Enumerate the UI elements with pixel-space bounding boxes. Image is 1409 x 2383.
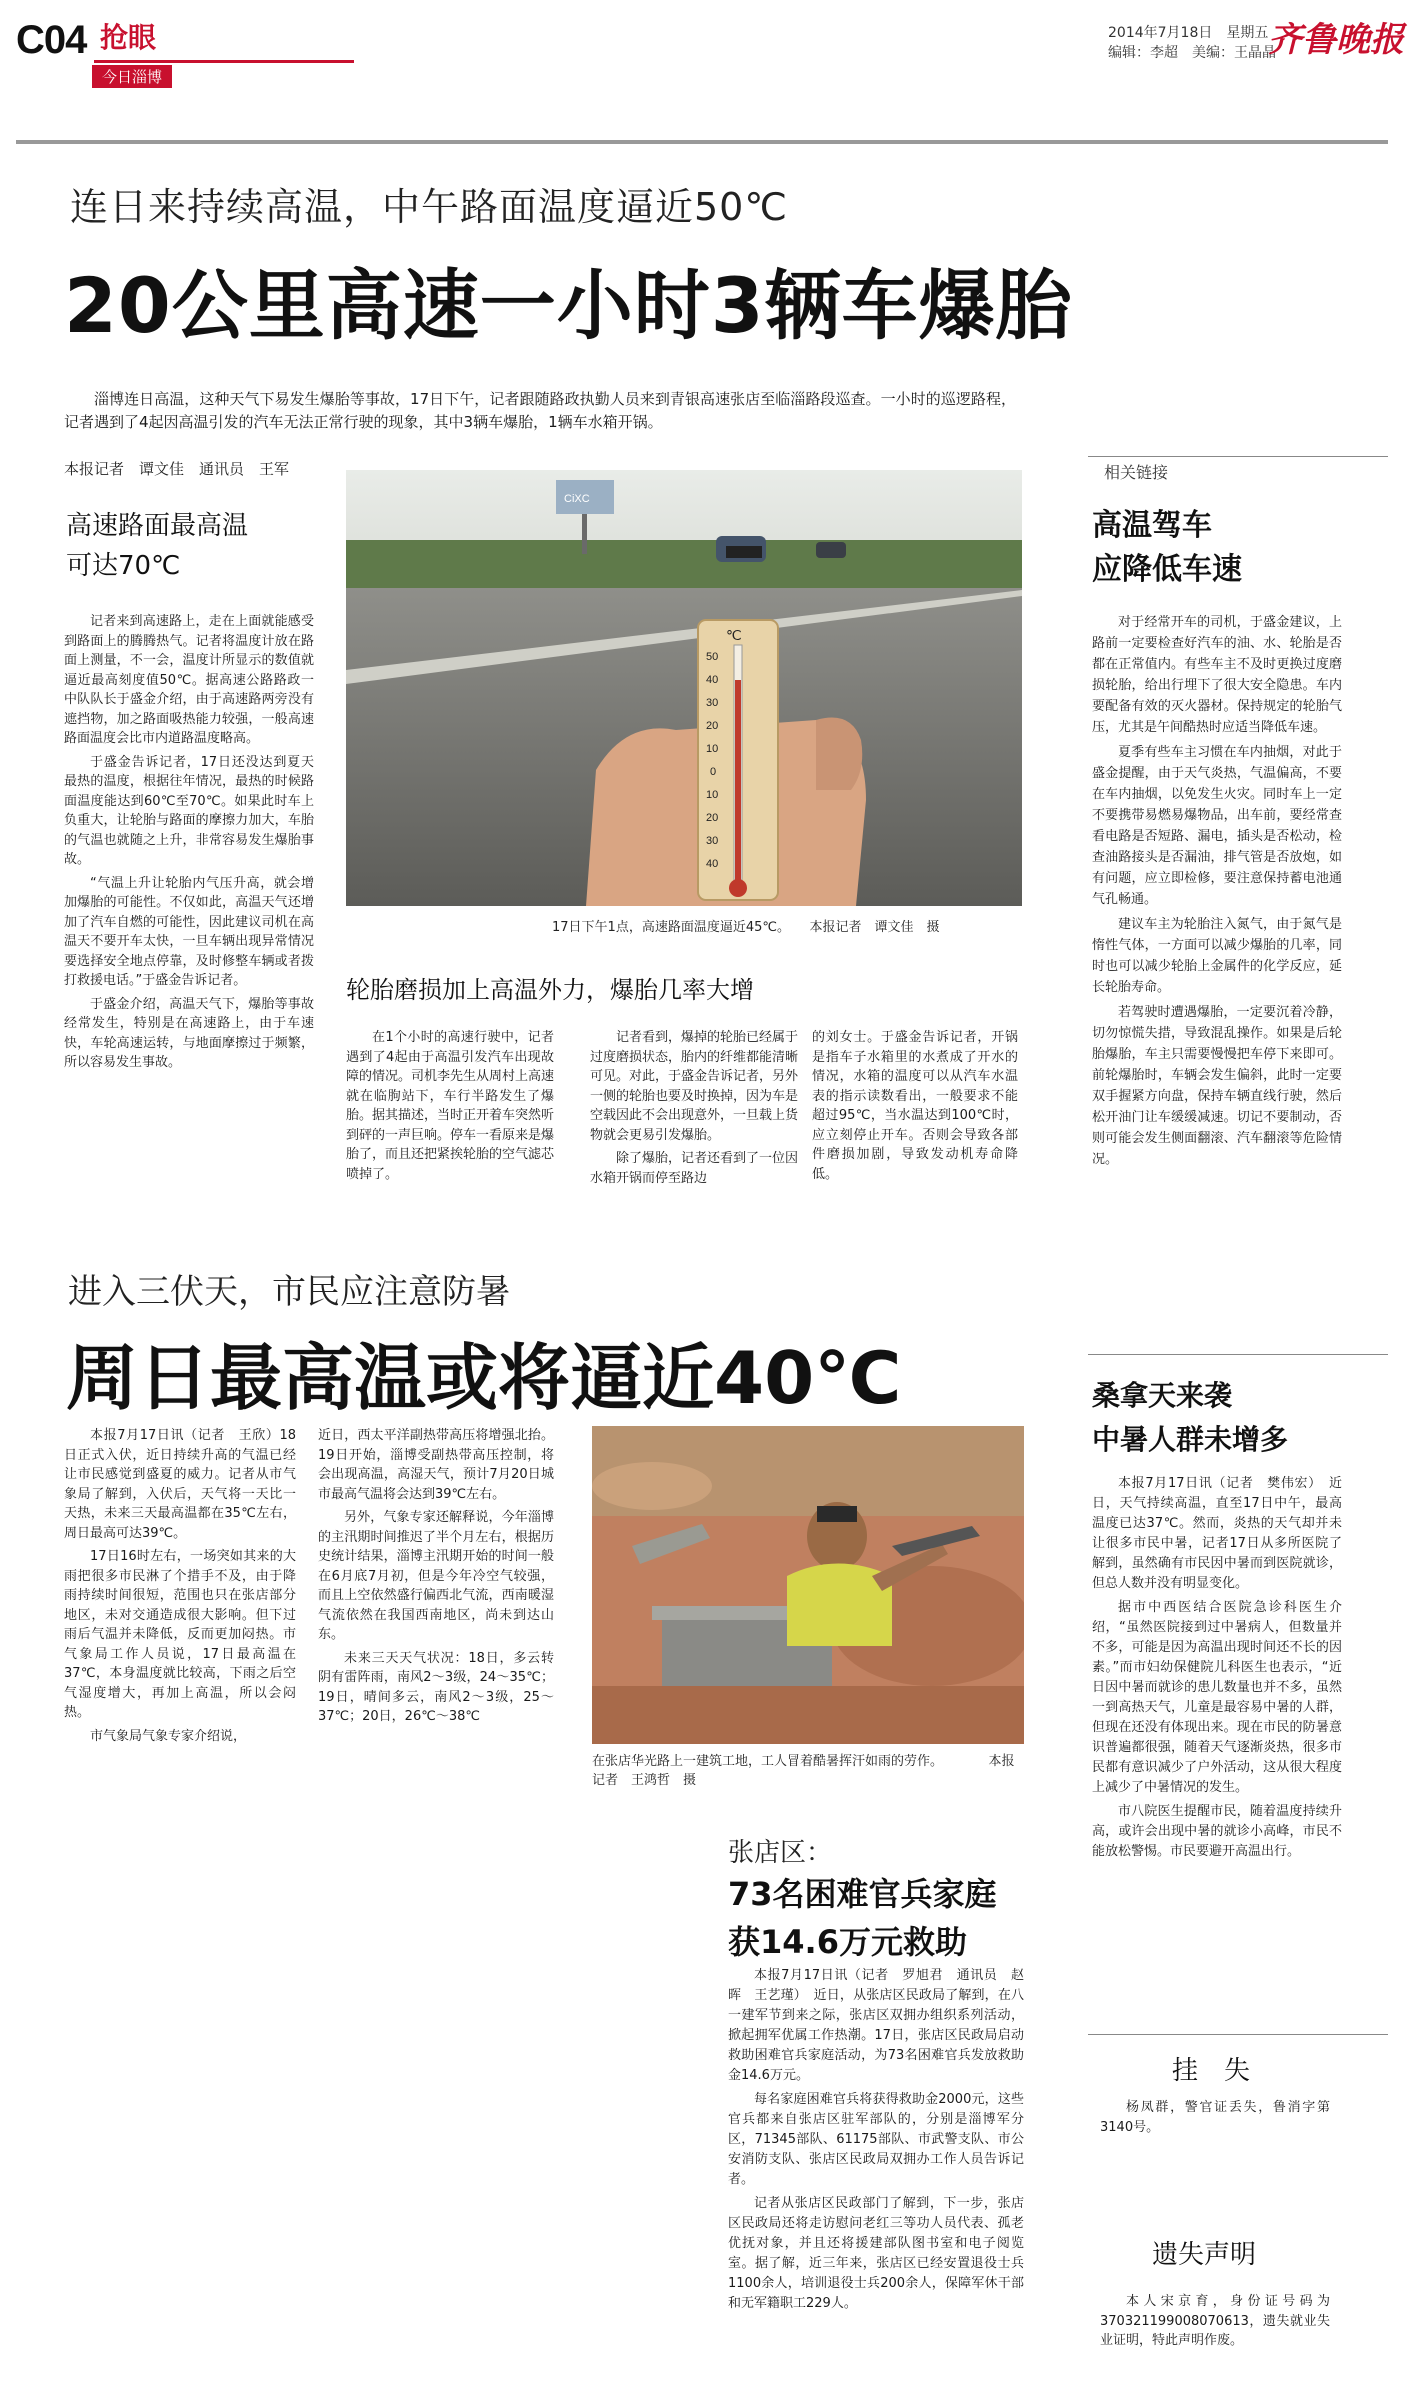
paragraph: 17日16时左右，一场突如其来的大雨把很多市民淋了个措手不及，由于降雨持续时间很短，范围也只在张店部分地区，未对交通造成很大影响。但下过雨后气温并未降低，反而更加闷热。市气象局工作人员说，17日最高温在37℃，本身温度就比较高，下雨之后空气湿度增大，再加上高温，所以会闷热。 [64,1549,296,1720]
paragraph: 未来三天天气状况：18日，多云转阴有雷阵雨，南风2～3级，24～35℃；19日，晴间多云，南风2～3级，25～37℃；20日，26℃～38℃ [318,1650,554,1724]
subhead-line-b: 可达70℃ [66,551,181,581]
story1-column-4 [812,1028,1018,1188]
sidebar1-body [1092,612,1342,1174]
paragraph: 于盛金告诉记者，17日还没达到夏天最热的温度，根据往年情况，最热的时候路面温度能达到60℃至70℃。如果此时车上负重大，让轮胎与路面的摩擦力加大，车胎的气温也就随之上升，非常容易发生爆胎事故。 [64,754,314,867]
paragraph: 杨凤群，警官证丢失，鲁消字第3140号。 [1100,2100,1330,2135]
sidebar1-title-line2: 应降低车速 [1092,552,1242,587]
sidebar2-title-line1: 桑拿天来袭 [1092,1379,1233,1412]
notice1-text [1100,2098,1330,2141]
scale-tick-label: 10 [706,789,719,801]
paragraph: 对于经常开车的司机，于盛金建议，上路前一定要检查好汽车的油、水、轮胎是否都在正常值内。有些车主不及时更换过度磨损轮胎，给出行埋下了很大安全隐患。车内要配备有效的灭火器材。保持规定的轮胎气压，尤其是午间酷热时应适当降低车速。 [1092,615,1342,735]
notice1-title: 挂 失 [1172,2056,1251,2086]
highway-sign-text: CiXC [564,493,590,505]
subsection-tag: 今日淄博 [92,65,172,88]
paragraph: 记者看到，爆掉的轮胎已经属于过度磨损状态，胎内的纤维都能清晰可见。对此，于盛金告诉记者，另外一侧的轮胎也要及时换掉，因为车是空载因此不会出现意外，一旦载上货物就会更易引发爆胎。 [590,1030,799,1143]
thermometer-unit: ℃ [726,627,742,643]
paper-name-logo: 齐鲁晚报 [1268,20,1404,60]
scale-tick-label: 30 [706,835,719,847]
date-line: 2014年7月18日 星期五 [1108,25,1269,41]
paragraph: 另外，气象专家还解释说，今年淄博的主汛期时间推迟了半个月左右，根据历史统计结果，淄博主汛期开始的时间一般在6月底7月初，但是今年冷空气较强，而且上空依然盛行偏西北气流，西南暖湿气流依然在我国西南地区，尚未到达山东。 [318,1510,554,1642]
editor-line: 编辑：李超 美编：王晶晶 [1108,45,1276,61]
notice2-title: 遗失声明 [1152,2240,1257,2270]
scale-tick-label: 10 [706,743,719,755]
construction-worker-photo [592,1426,1024,1744]
story2-kicker: 进入三伏天，市民应注意防暑 [68,1272,510,1312]
paragraph: 的刘女士。于盛金告诉记者，开锅是指车子水箱里的水煮成了开水的情况，水箱的温度可以从汽车水温表的指示读数看出，一般要求不能超过95℃，当水温达到100℃时，应立刻停止开车。否则会导致各部件磨损加剧，导致发动机寿命降低。 [812,1030,1018,1182]
scale-tick-label: 50 [706,651,719,663]
sidebar1-title-line1: 高温驾车 [1092,508,1212,543]
story2-headline: 周日最高温或将逼近40℃ [66,1336,902,1420]
sidebar2-rule [1088,1354,1388,1355]
paragraph: “气温上升让轮胎内气压升高，就会增加爆胎的可能性。不仅如此，高温天气还增加了汽车自燃的可能性，因此建议司机在高温天不要开车太快，一旦车辆出现异常情况要选择安全地点停靠，及时修整车辆或者拨打救援电话。”于盛金告诉记者。 [64,875,314,988]
story1-column-3 [590,1028,798,1192]
paragraph: 于盛金介绍，高温天气下，爆胎等事故经常发生，特别是在高速路上，由于车速快，车轮高速运转，与地面摩擦过于频繁，所以容易发生事故。 [64,996,314,1070]
construction-site-image [592,1426,1024,1744]
highway-thermometer-photo [346,470,1022,906]
paragraph: 在1个小时的高速行驶中，记者遇到了4起由于高温引发汽车出现故障的情况。司机李先生从周村上高速就在临朐站下，车行半路发生了爆胎。据其描述，当时正开着车突然听到砰的一声巨响。停车一看原来是爆胎了，而且还把紧挨轮胎的空气滤芯喷掉了。 [346,1030,555,1182]
sidebar1-rule [1088,456,1388,457]
photo1-caption: 17日下午1点，高速路面温度逼近45℃。 本报记者 谭文佳 摄 [552,920,940,935]
paragraph: 本报7月17日讯（记者 王欣）18日正式入伏，近日持续升高的气温已经让市民感觉到盛夏的威力。记者从市气象局了解到，入伏后，天气将一天比一天热，未来三天最高温都在35℃左右，周日最高可达39℃。 [64,1428,296,1541]
notice-rule [1088,2034,1388,2035]
paragraph: 本人宋京育，身份证号码为370321199008070613，遗失就业失业证明，特此声明作废。 [1100,2294,1330,2348]
story2-column-1 [64,1426,296,1750]
scale-tick-label: 40 [706,858,719,870]
story1-byline: 本报记者 谭文佳 通讯员 王军 [64,460,290,478]
story1-column-2 [346,1028,554,1188]
paragraph: 记者从张店区民政部门了解到，下一步，张店区民政局还将走访慰问老红三等功人员代表、孤老优抚对象，并且还将援建部队图书室和电子阅览室。据了解，近三年来，张店区已经安置退役士兵1100余人，培训退役士兵200余人，保障军休干部和无军籍职工229人。 [728,2196,1024,2311]
sidebar2-body [1092,1474,1342,1866]
story3-headline-line2: 获14.6万元救助 [728,1923,967,1961]
notice2-text [1100,2292,1330,2355]
paragraph: 本报7月17日讯（记者 樊伟宏） 近日，天气持续高温，直至17日中午，最高温度已达37℃。然而，炎热的天气却并未让很多市民中暑，记者17日从多所医院了解到，虽然确有市民因中暑而到医院就诊，但总人数并没有明显变化。 [1092,1476,1342,1591]
paragraph: 据市中西医结合医院急诊科医生介绍，“虽然医院接到过中暑病人，但数量并不多，可能是因为高温出现时间还不长的因素。”而市妇幼保健院儿科医生也表示，“近日因中暑而就诊的患儿数量也并不多，虽然一到高热天气，儿童是最容易中暑的人群，但现在还没有体现出来。现在市民的防暑意识普遍都很强，随着天气逐渐炎热，很多市民都有意识减少了户外活动，这从很大程度上减少了中暑情况的发生。 [1092,1600,1342,1795]
paragraph: 市气象局气象专家介绍说， [90,1728,247,1744]
story3-headline [728,1870,997,1966]
paragraph: 建议车主为轮胎注入氮气，由于氮气是惰性气体，一方面可以减少爆胎的几率，同时也可以减少轮胎上金属件的化学反应，延长轮胎寿命。 [1092,917,1342,995]
paragraph: 市八院医生提醒市民，随着温度持续升高，或许会出现中暑的就诊小高峰，市民不能放松警惕。市民要避开高温出行。 [1092,1804,1342,1859]
masthead-rule [16,140,1388,144]
story1-column-1 [64,612,314,1077]
subhead-line-a: 高速路面最高温 [66,511,249,541]
paragraph: 记者来到高速路上，走在上面就能感受到路面上的腾腾热气。记者将温度计放在路面上测量，不一会，温度计所显示的数值就逼近最高刻度值50℃。据高速公路路政一中队队长于盛金介绍，由于高速路两旁没有遮挡物，加之路面吸热能力较强，一般高速路面温度会比市内道路温度略高。 [64,614,314,746]
section-bar [100,21,360,86]
story1-headline: 20公里高速一小时3辆车爆胎 [64,261,1073,350]
story3-headline-line1: 73名困难官兵家庭 [728,1875,997,1913]
sidebar1-title [1092,504,1242,592]
section-title: 抢眼 [100,21,157,54]
paragraph: 近日，西太平洋副热带高压将增强北抬。19日开始，淄博受副热带高压控制，将会出现高温，高湿天气，预计7月20日城市最高气温将会达到39℃左右。 [318,1428,554,1502]
highway-scene-image [346,470,1022,906]
lede-paragraph: 淄博连日高温，这种天气下易发生爆胎等事故，17日下午，记者跟随路政执勤人员来到青银高速张店至临淄路段巡查。一小时的巡逻路程，记者遇到了4起因高温引发的汽车无法正常行驶的现象，其中3辆车爆胎，1辆车水箱开锅。 [64,390,1016,431]
scale-tick-label: 0 [710,766,717,778]
story2-column-2 [318,1426,554,1731]
paragraph: 若驾驶时遭遇爆胎，一定要沉着冷静，切勿惊慌失措，导致混乱操作。如果是后轮胎爆胎，车主只需要慢慢把车停下来即可。前轮爆胎时，车辆会发生偏斜，此时一定要双手握紧方向盘，保持车辆直线行驶，然后松开油门让车缓缓减速。切记不要制动，否则可能会发生侧面翻滚、汽车翻滚等危险情况。 [1092,1005,1342,1167]
scale-tick-label: 40 [706,674,719,686]
story1-subhead-1 [66,506,306,586]
scale-tick-label: 20 [706,812,719,824]
sidebar1-label: 相关链接 [1104,463,1169,482]
sidebar2-title [1092,1374,1288,1462]
story3-body [728,1966,1024,2318]
story1-kicker: 连日来持续高温，中午路面温度逼近50℃ [70,185,789,229]
sidebar2-title-line2: 中暑人群未增多 [1092,1423,1289,1456]
photo2-caption: 在张店华光路上一建筑工地，工人冒着酷暑挥汗如雨的劳作。 本报记者 王鸿哲 摄 [592,1754,1015,1788]
paragraph: 除了爆胎，记者还看到了一位因水箱开锅而停至路边 [590,1151,799,1186]
paragraph: 本报7月17日讯（记者 罗旭君 通讯员 赵晖 王艺瑾） 近日，从张店区民政局了解到，在八一建军节到来之际，张店区双拥办组织系列活动，掀起拥军优属工作热潮。17日，张店区民政局启动救助困难官兵家庭活动，为73名困难官兵发放救助金14.6万元。 [728,1968,1024,2083]
paragraph: 夏季有些车主习惯在车内抽烟，对此于盛金提醒，由于天气炎热，气温偏高，不要在车内抽烟，以免发生火灾。同时车上一定不要携带易燃易爆物品，出车前，要经常查看电路是否短路、漏电，插头是否松动，检查油路接头是否漏油，排气管是否放炮，如有问题，应立即检修，要注意保持蓄电池通气孔畅通。 [1092,745,1342,907]
paragraph: 每名家庭困难官兵将获得救助金2000元，这些官兵都来自张店区驻军部队的，分别是淄博军分区，71345部队、61175部队、市武警支队、市公安消防支队、张店区民政局双拥办工作人员告诉记者。 [728,2092,1024,2187]
scale-tick-label: 20 [706,720,719,732]
story1-subhead-2: 轮胎磨损加上高温外力，爆胎几率大增 [346,976,754,1004]
story1-lede [64,388,1016,438]
scale-tick-label: 30 [706,697,719,709]
page-code: C04 [16,18,87,62]
story3-kicker: 张店区： [728,1838,833,1868]
section-underline [94,60,354,63]
